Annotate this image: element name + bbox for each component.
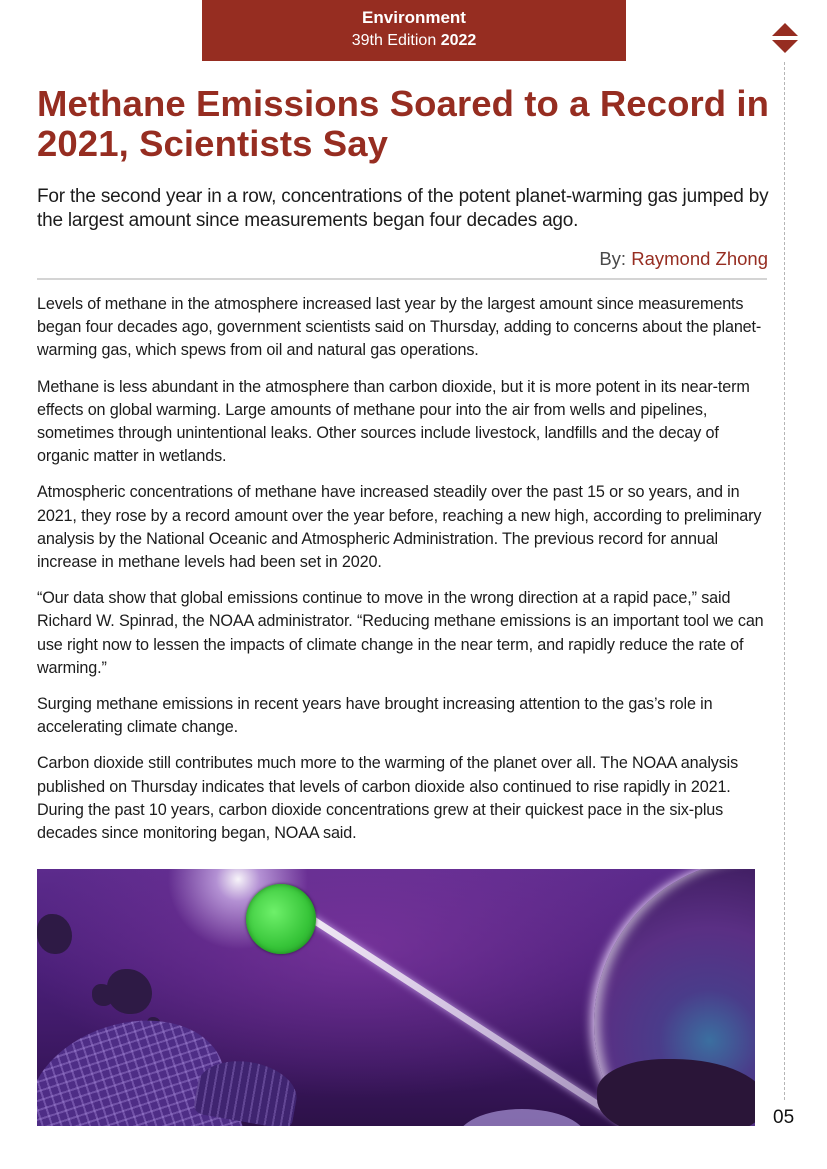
edition-prefix: 39th Edition	[351, 32, 437, 49]
asteroid-graphic	[37, 914, 72, 954]
asteroid-graphic	[597, 1059, 755, 1126]
section-banner	[202, 0, 626, 61]
asteroid-graphic	[92, 984, 114, 1006]
green-sphere-graphic	[246, 884, 316, 954]
article-body	[37, 293, 772, 858]
margin-dashed-rule	[784, 62, 785, 1100]
byline-prefix: By:	[599, 248, 627, 269]
up-down-diamond-icon[interactable]	[772, 23, 798, 53]
asteroid-graphic	[107, 969, 152, 1014]
edition-year: 2022	[440, 32, 477, 49]
dome-graphic	[457, 1109, 587, 1126]
author-name: Raymond Zhong	[631, 248, 768, 269]
paragraph: Surging methane emissions in recent years have brought increasing attention to the gas’s role in accelerating climate change.	[37, 695, 713, 737]
article-headline: Methane Emissions Soared to a Record in 2021, Scientists Say	[37, 83, 770, 164]
section-label: Environment	[362, 8, 466, 27]
paragraph: Levels of methane in the atmosphere increased last year by the largest amount since measurements began four decades ago, government scientists said on Thursday, adding to concerns about the planet-warming gas, which spews from oil and natural gas operations.	[37, 295, 762, 360]
paragraph: “Our data show that global emissions continue to move in the wrong direction at a rapid pace,” said Richard W. Spinrad, the NOAA administrator. “Reducing methane emissions is an important tool we can use right now to lessen the impacts of climate change in the near term, and rapidly reduce the rate of warming.”	[37, 589, 764, 677]
paragraph: Carbon dioxide still contributes much more to the warming of the planet over all. The NOAA analysis published on Thursday indicates that levels of carbon dioxide also continued to rise rapidly in 2021. During the past 10 years, carbon dioxide concentrations grew at their quickest pace in the six-plus decades since monitoring began, NOAA said.	[37, 754, 739, 843]
article-deck: For the second year in a row, concentrations of the potent planet-warming gas jumped by the largest amount since measurements began four decades ago.	[37, 186, 769, 231]
byline	[599, 247, 768, 271]
paragraph: Atmospheric concentrations of methane have increased steadily over the past 15 or so years, and in 2021, they rose by a record amount over the year before, reaching a new high, according to preliminary analysis by the National Oceanic and Atmospheric Administration. The previous record for annual increase in methane levels had been set in 2020.	[37, 483, 762, 572]
edition-label	[202, 31, 626, 51]
article-illustration	[37, 869, 755, 1126]
paragraph: Methane is less abundant in the atmosphere than carbon dioxide, but it is more potent in its near-term effects on global warming. Large amounts of methane pour into the air from wells and pipelines, sometimes through unintentional leaks. Other sources include livestock, landfills and the decay of organic matter in wetlands.	[37, 377, 750, 466]
byline-divider	[37, 278, 767, 280]
page-number: 05	[773, 1107, 795, 1128]
